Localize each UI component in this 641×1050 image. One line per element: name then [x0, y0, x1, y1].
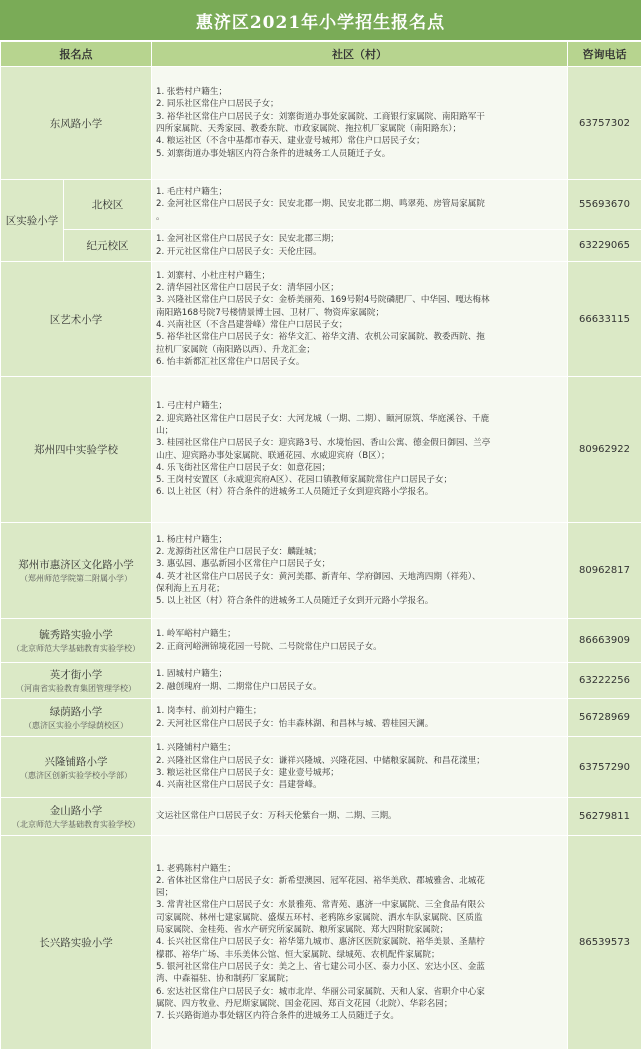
community-line: 1. 张砦村户籍生； [156, 86, 563, 98]
community-line: 2. 正商河峪洲锦境花园一号院、二号院常住户口居民子女。 [156, 641, 563, 653]
community-line: 4. 兴南社区常住户口居民子女：昌建誉峰。 [156, 779, 563, 791]
community-line: 5. 王岗村安置区（永威迎宾府A区）、花园口镇教师家属院常住户口居民子女； [156, 474, 563, 486]
community-line: 属院、四方牧业、丹尼斯家属院、国金花园、郑百文花园（北院）、华彩名园； [156, 998, 563, 1010]
community-line: 湾、中森福驻、协和制药厂家属院； [156, 973, 563, 985]
community-list [152, 180, 568, 230]
community-line: 2. 清华园社区常住户口居民子女：清华园小区； [156, 282, 563, 294]
school-name [1, 377, 152, 523]
community-line: 1. 刘寨村、小杜庄村户籍生； [156, 270, 563, 282]
community-line: 2. 融创瑰府一期、二期常住户口居民子女。 [156, 681, 563, 693]
community-line: 3. 常青社区常住户口居民子女：水景雅苑、常青苑、惠济一中家属院、三全食品有限公 [156, 899, 563, 911]
community-list [152, 230, 568, 262]
community-line: 2. 金河社区常住户口居民子女：民安北郡一期、民安北郡二期、鸣翠苑、房管局家属院 [156, 198, 563, 210]
table-row [1, 67, 641, 180]
community-line: 5. 刘寨街道办事处辖区内符合条件的进城务工人员随迁子女。 [156, 148, 563, 160]
table-body [1, 67, 641, 1050]
phone-number: 63757302 [568, 67, 641, 180]
phone-number: 86539573 [568, 836, 641, 1050]
community-line: 1. 兴隆铺村户籍生； [156, 742, 563, 754]
community-list [152, 523, 568, 619]
community-line: 4. 乐飞街社区常住户口居民子女：如意花园； [156, 462, 563, 474]
school-name [1, 619, 152, 663]
phone-number: 63222256 [568, 663, 641, 699]
campus-name: 北校区 [64, 180, 152, 230]
community-line: 山庄、迎宾路办事处家属院、联通花园、水威迎宾府（B区）； [156, 450, 563, 462]
table-row [1, 377, 641, 523]
community-line: 4. 粮运社区（不含中基都市春天、建业壹号城邦）常住户口居民子女； [156, 135, 563, 147]
community-line: 1. 老鸦陈村户籍生； [156, 863, 563, 875]
school-name-text: 绿荫路小学 [1, 704, 151, 719]
table-row [1, 663, 641, 699]
community-line: 6. 怡丰新都汇社区常住户口居民子女。 [156, 356, 563, 368]
table-row [1, 230, 641, 262]
community-line: 。 [156, 211, 563, 223]
table-row [1, 798, 641, 836]
community-line: 1. 固城村户籍生； [156, 668, 563, 680]
school-name-text: 郑州四中实验学校 [1, 442, 151, 457]
community-line: 四所家属院、天秀家园、教委东院、市政家属院、拖拉机厂家属院（南阳路东）； [156, 123, 563, 135]
community-line: 5. 银河社区常住户口居民子女：美之上、省七建公司小区、泰力小区、宏达小区、金蓝 [156, 961, 563, 973]
school-name [1, 523, 152, 619]
community-line: 4. 长兴社区常住户口居民子女：裕华第九城市、惠济区医院家属院、裕华美景、圣鼎柠 [156, 936, 563, 948]
community-line: 1. 毛庄村户籍生； [156, 186, 563, 198]
community-line: 文运社区常住户口居民子女：万科天伦紫台一期、二期、三期。 [156, 810, 563, 822]
school-name [1, 663, 152, 699]
community-list [152, 798, 568, 836]
community-list [152, 619, 568, 663]
table-row [1, 180, 641, 230]
header-community: 社区（村） [152, 42, 568, 67]
community-line: 2. 龙源街社区常住户口居民子女：麟趾城； [156, 546, 563, 558]
table-row [1, 619, 641, 663]
community-line: 1. 金河社区常住户口居民子女：民安北郡三期； [156, 233, 563, 245]
school-name-text: 长兴路实验小学 [1, 935, 151, 950]
school-alt-name: （河南省实验教育集团管理学校） [1, 683, 151, 694]
community-line: 5. 裕华社区常住户口居民子女：裕华文汇、裕华文清、农机公司家属院、教委西院、拖 [156, 331, 563, 343]
school-alt-name: （惠济区创新实验学校小学部） [1, 770, 151, 781]
school-alt-name: （惠济区实验小学绿荫校区） [1, 720, 151, 731]
school-name-text: 区实验小学 [1, 213, 63, 228]
campus-name: 纪元校区 [64, 230, 152, 262]
community-line: 4. 兴南社区（不含昌建誉峰）常住户口居民子女； [156, 319, 563, 331]
school-name [1, 737, 152, 798]
school-name [1, 262, 152, 377]
community-line: 檬郡、裕华广场、丰乐美体公馆、恒大家属院、绿城苑、农机配件家属院； [156, 949, 563, 961]
community-list [152, 663, 568, 699]
header-school: 报名点 [1, 42, 152, 67]
school-name [1, 836, 152, 1050]
phone-number: 63757290 [568, 737, 641, 798]
community-line: 6. 以上社区（村）符合条件的进城务工人员随迁子女到迎宾路小学报名。 [156, 486, 563, 498]
community-line: 2. 兴隆社区常住户口居民子女：谦祥兴隆城、兴隆花园、中储粮家属院、和昌花漾里； [156, 755, 563, 767]
phone-number: 66633115 [568, 262, 641, 377]
community-line: 3. 惠弘园、惠弘新园小区常住户口居民子女； [156, 558, 563, 570]
community-line: 局家属院、金桂苑、省水产研究所家属院、粮所家属院、郑大四附院家属院； [156, 924, 563, 936]
table-row [1, 523, 641, 619]
header-phone: 咨询电话 [568, 42, 641, 67]
community-list [152, 377, 568, 523]
school-name-text: 东风路小学 [1, 116, 151, 131]
table-row [1, 699, 641, 737]
table-row [1, 836, 641, 1050]
community-line: 2. 省体社区常住户口居民子女：新希望澳园、冠军花园、裕华美欣、郡城雅舍、北城花 [156, 875, 563, 887]
community-line: 园； [156, 887, 563, 899]
community-line: 5. 以上社区（村）符合条件的进城务工人员随迁子女到开元路小学报名。 [156, 595, 563, 607]
school-name-text: 区艺术小学 [1, 312, 151, 327]
school-alt-name: （北京师范大学基础教育实验学校） [1, 643, 151, 654]
school-name-text: 英才街小学 [1, 667, 151, 682]
community-list [152, 836, 568, 1050]
school-name-text: 郑州市惠济区文化路小学 [1, 557, 151, 572]
community-line: 2. 天河社区常住户口居民子女：怡丰森林湖、和昌林与城、碧桂园天澜。 [156, 718, 563, 730]
community-line: 6. 宏达社区常住户口居民子女：城市北岸、华丽公司家属院、天和人家、省职介中心家 [156, 986, 563, 998]
community-line: 山； [156, 425, 563, 437]
school-name-text: 毓秀路实验小学 [1, 627, 151, 642]
community-list [152, 262, 568, 377]
community-line: 1. 岭军峪村户籍生； [156, 628, 563, 640]
school-name [1, 699, 152, 737]
phone-number: 56279811 [568, 798, 641, 836]
community-line: 3. 桂园社区常住户口居民子女：迎宾路3号、水境怡园、香山公寓、德金假日御园、兰亭 [156, 437, 563, 449]
school-name-text: 金山路小学 [1, 803, 151, 818]
phone-number: 80962817 [568, 523, 641, 619]
phone-number: 56728969 [568, 699, 641, 737]
phone-number: 80962922 [568, 377, 641, 523]
community-line: 1. 岗李村、前刘村户籍生； [156, 705, 563, 717]
school-name-text: 兴隆铺路小学 [1, 754, 151, 769]
school-alt-name: （北京师范大学基础教育实验学校） [1, 819, 151, 830]
community-list [152, 699, 568, 737]
phone-number: 86663909 [568, 619, 641, 663]
community-line: 南阳路168号院7号楼情景博士园、卫材厂、物资库家属院； [156, 307, 563, 319]
community-line: 3. 兴隆社区常住户口居民子女：金桥美丽苑、169号附4号院磷肥厂、中华园、嘎达梅林 [156, 294, 563, 306]
community-line: 3. 粮运社区常住户口居民子女：建业壹号城邦； [156, 767, 563, 779]
phone-number: 63229065 [568, 230, 641, 262]
community-line: 司家属院、林州七建家属院、盛煤五环村、老鸦陈乡家属院、洒水车队家属院、区质监 [156, 912, 563, 924]
table-row [1, 262, 641, 377]
community-line: 2. 开元社区常住户口居民子女：天伦庄园。 [156, 246, 563, 258]
community-list [152, 737, 568, 798]
community-line: 保利海上五月花； [156, 583, 563, 595]
registration-table [0, 41, 641, 1050]
community-line: 7. 长兴路街道办事处辖区内符合条件的进城务工人员随迁子女。 [156, 1010, 563, 1022]
community-line: 3. 裕华社区常住户口居民子女：刘寨街道办事处家属院、工商银行家属院、南阳路军干 [156, 111, 563, 123]
school-alt-name: （郑州师范学院第二附属小学） [1, 573, 151, 584]
table-row [1, 737, 641, 798]
community-line: 拉机厂家属院（南阳路以西）、升龙汇金； [156, 344, 563, 356]
community-line: 2. 迎宾路社区常住户口居民子女：大河龙城（一期、二期）、颐河原筑、华庭溪谷、千鹿 [156, 413, 563, 425]
phone-number: 55693670 [568, 180, 641, 230]
school-name [1, 67, 152, 180]
page-title: 惠济区2021年小学招生报名点 [0, 0, 641, 41]
community-line: 4. 英才社区常住户口居民子女：黄河美郡、新青年、学府御园、天地湾四期（祥苑）、 [156, 571, 563, 583]
school-name [1, 180, 64, 262]
community-line: 1. 杨庄村户籍生； [156, 534, 563, 546]
community-list [152, 67, 568, 180]
community-line: 1. 弓庄村户籍生； [156, 400, 563, 412]
school-name [1, 798, 152, 836]
community-line: 2. 同乐社区常住户口居民子女； [156, 98, 563, 110]
table-header-row [1, 42, 641, 67]
